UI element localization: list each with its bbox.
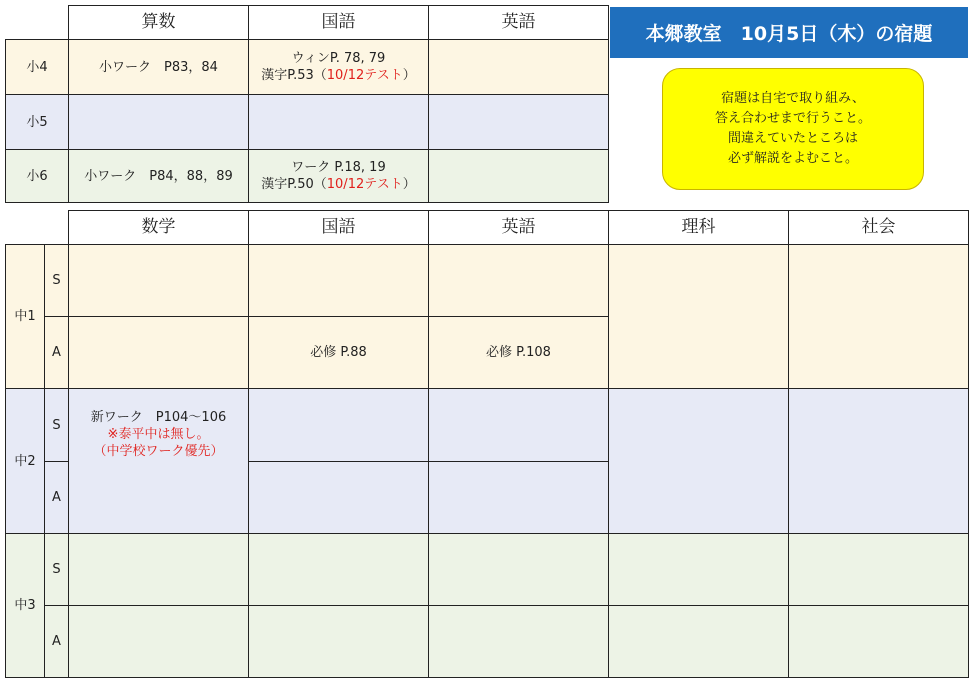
english-cell: 必修 P.108: [428, 316, 609, 389]
grade-label: 小4: [5, 39, 69, 95]
english-cell: [428, 388, 609, 462]
level-label: S: [44, 388, 69, 462]
japanese-cell: [248, 39, 429, 95]
note-line: 必ず解説をよむこと。: [727, 151, 858, 166]
japanese-cell: [248, 149, 429, 203]
test-date: 10/12テスト: [326, 177, 403, 192]
science-cell: [608, 244, 789, 389]
social-cell: [788, 605, 969, 678]
header-english-elementary: 英語: [428, 5, 609, 40]
level-label: S: [44, 244, 69, 317]
japanese-cell: [248, 388, 429, 462]
page-title: 本郷教室 10月5日（木）の宿題: [610, 7, 968, 58]
level-label: S: [44, 533, 69, 606]
header-math-junior: 数学: [68, 210, 249, 245]
header-science-junior: 理科: [608, 210, 789, 245]
japanese-cell: 必修 P.88: [248, 316, 429, 389]
level-label: A: [44, 461, 69, 534]
math-cell: [68, 94, 249, 150]
grade-label: 小6: [5, 149, 69, 203]
japanese-cell: [248, 461, 429, 534]
japanese-line: ワーク P.18, 19: [291, 160, 386, 175]
social-cell: [788, 244, 969, 389]
math-cell: [68, 316, 249, 389]
japanese-cell: [248, 533, 429, 606]
social-cell: [788, 533, 969, 606]
instruction-note: [662, 68, 924, 190]
math-cell: 小ワーク P83，84: [68, 39, 249, 95]
header-social-junior: 社会: [788, 210, 969, 245]
math-note: ※泰平中は無し。: [107, 427, 210, 442]
social-cell: [788, 388, 969, 534]
grade-label: 中3: [5, 533, 45, 678]
note-line: 間違えていたところは: [727, 131, 858, 146]
grade-label: 中2: [5, 388, 45, 534]
header-japanese-elementary: 国語: [248, 5, 429, 40]
japanese-cell: [248, 94, 429, 150]
grade-label: 小5: [5, 94, 69, 150]
math-cell: [68, 605, 249, 678]
english-cell: [428, 605, 609, 678]
english-cell: [428, 461, 609, 534]
english-cell: [428, 39, 609, 95]
japanese-cell: [248, 244, 429, 317]
grade-label: 中1: [5, 244, 45, 389]
english-cell: [428, 149, 609, 203]
japanese-line: 漢字P.53（10/12テスト）: [261, 68, 416, 83]
header-math-elementary: 算数: [68, 5, 249, 40]
science-cell: [608, 533, 789, 606]
math-cell: [68, 388, 249, 534]
science-cell: [608, 388, 789, 534]
note-line: 答え合わせまで行うこと。: [714, 111, 871, 126]
header-japanese-junior: 国語: [248, 210, 429, 245]
header-english-junior: 英語: [428, 210, 609, 245]
math-cell: [68, 244, 249, 317]
math-cell: [68, 533, 249, 606]
english-cell: [428, 533, 609, 606]
japanese-line: ウィンP. 78, 79: [291, 51, 386, 66]
japanese-cell: [248, 605, 429, 678]
math-note: （中学校ワーク優先）: [93, 444, 224, 459]
english-cell: [428, 244, 609, 317]
level-label: A: [44, 605, 69, 678]
japanese-line: 漢字P.50（10/12テスト）: [261, 177, 416, 192]
english-cell: [428, 94, 609, 150]
level-label: A: [44, 316, 69, 389]
test-date: 10/12テスト: [326, 68, 403, 83]
math-line: 新ワーク P104～106: [90, 410, 227, 425]
note-line: 宿題は自宅で取り組み、: [721, 91, 865, 106]
science-cell: [608, 605, 789, 678]
math-cell: 小ワーク P84，88，89: [68, 149, 249, 203]
